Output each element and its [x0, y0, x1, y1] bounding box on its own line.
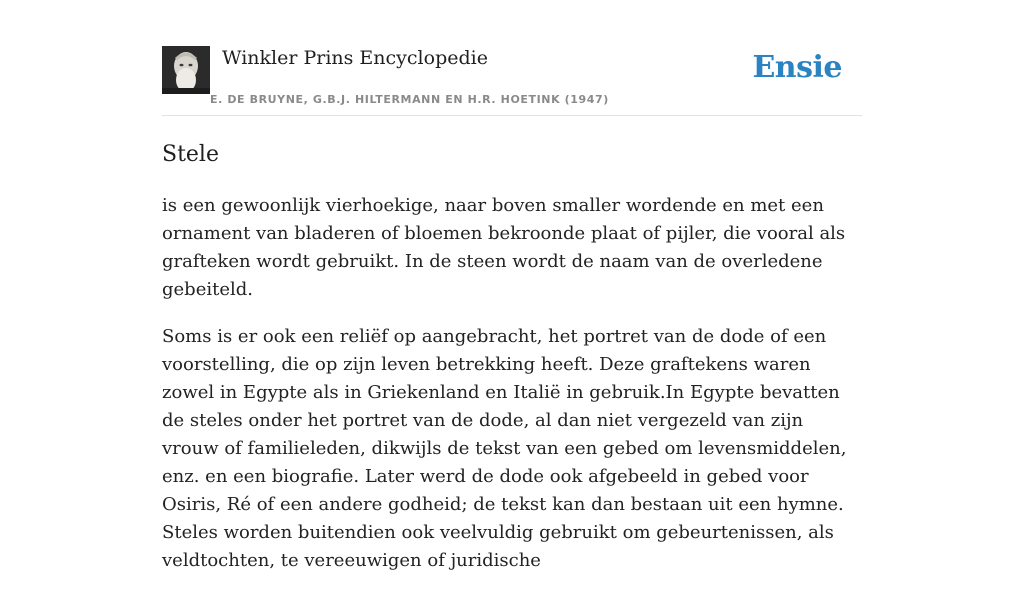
article-body [162, 192, 862, 594]
brand-logo[interactable]: Ensie [752, 50, 842, 85]
paragraph: Soms is er ook een reliëf op aangebracht, het portret van de dode of een voorstelling, die op zijn leven betrekking heeft. Deze graftekens waren zowel in Egypte als in Griekenland en Italië in gebruik.In Egypte bevatten de steles onder het portret van de dode, al dan niet vergezeld van zijn vrouw of familieleden, dikwijls de tekst van een gebed om levensmiddelen, enz. en een biografie. Later werd de dode ook afgebeeld in gebed voor Osiris, Ré of een andere godheid; de tekst kan dan bestaan uit een hymne. Steles worden buitendien ook veelvuldig gebruikt om gebeurtenissen, als veldtochten, te vereeuwigen of juridische [162, 326, 847, 571]
authors-line: E. DE BRUYNE, G.B.J. HILTERMANN EN H.R. HOETINK (1947) [210, 93, 609, 106]
article-title: Stele [162, 142, 219, 167]
portrait-image [162, 46, 210, 94]
encyclopedia-name[interactable]: Winkler Prins Encyclopedie [222, 47, 488, 69]
paragraph: is een gewoonlijk vierhoekige, naar boven smaller wordende en met een ornament van bladeren of bloemen bekroonde plaat of pijler, die vooral als grafteken wordt gebruikt. In de steen wordt de naam van de overledene gebeiteld. [162, 195, 846, 300]
header [162, 46, 862, 116]
author-avatar [162, 46, 210, 94]
